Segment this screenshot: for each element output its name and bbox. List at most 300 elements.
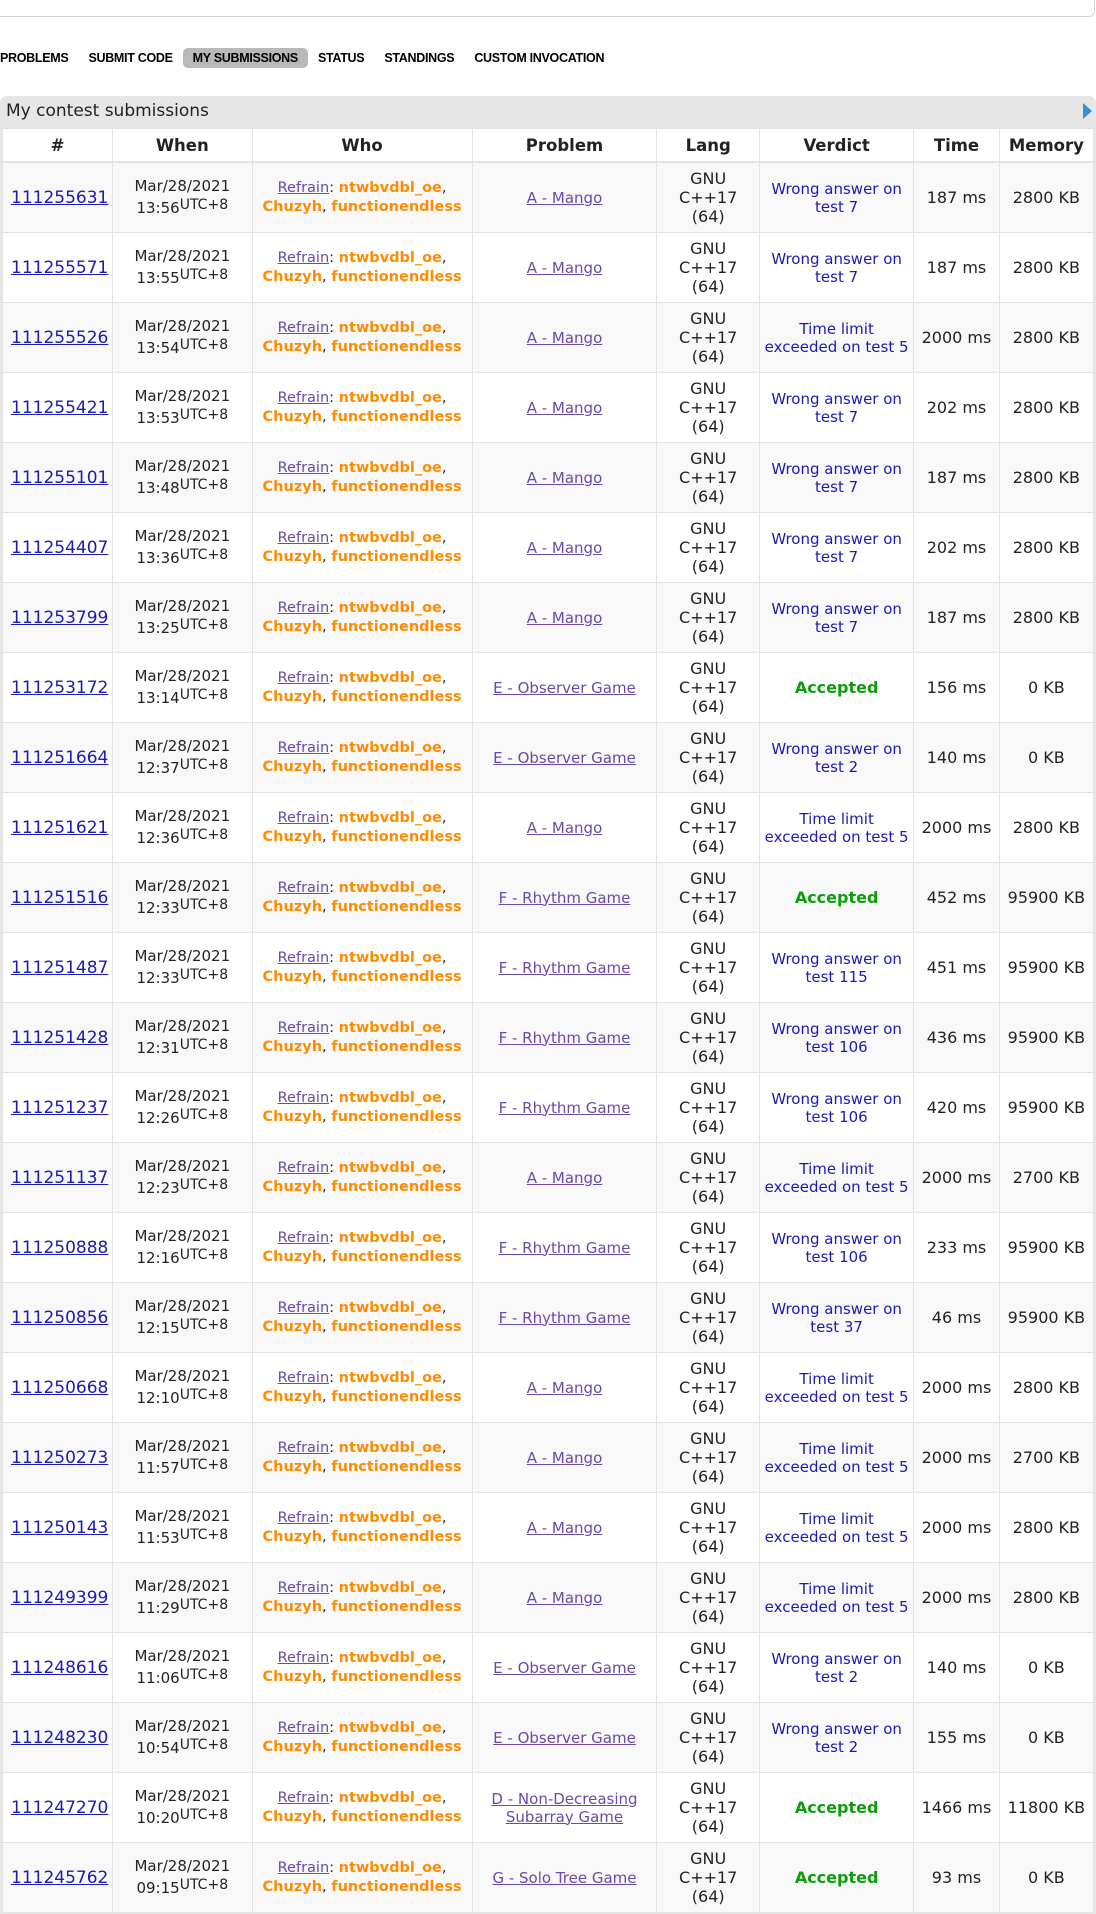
submission-id-cell (3, 233, 113, 303)
submission-id-cell (3, 1423, 113, 1493)
timezone-label: UTC+8 (179, 1527, 229, 1543)
submission-id-link[interactable]: 111251621 (11, 817, 109, 838)
language-cell (657, 443, 760, 513)
table-row (3, 1703, 1094, 1773)
submission-id-link[interactable]: 111250668 (11, 1377, 109, 1398)
member-link[interactable]: Chuzyh (262, 268, 323, 285)
timezone-label: UTC+8 (179, 1037, 229, 1053)
member-link[interactable]: Chuzyh (262, 1388, 323, 1405)
table-row (3, 443, 1094, 513)
member-link[interactable]: ntwbvdbl_oe (338, 1579, 442, 1596)
submission-id-link[interactable]: 111251516 (11, 887, 109, 908)
language-part: GNU (690, 1499, 727, 1518)
member-link[interactable]: functionendless (331, 898, 462, 915)
member-link[interactable]: Chuzyh (262, 1878, 323, 1895)
column-header: Time (914, 129, 1000, 163)
member-link[interactable]: Chuzyh (262, 1458, 323, 1475)
member-link[interactable]: functionendless (331, 1318, 462, 1335)
language-part: GNU (690, 1289, 727, 1308)
member-link[interactable]: ntwbvdbl_oe (338, 739, 442, 756)
member-link[interactable]: functionendless (331, 1738, 462, 1755)
submission-id-link[interactable]: 111251237 (11, 1097, 109, 1118)
problem-link[interactable]: A - Mango (526, 1518, 603, 1537)
member-link[interactable]: functionendless (331, 548, 462, 565)
submission-id-link[interactable]: 111249399 (11, 1587, 109, 1608)
problem-link[interactable]: A - Mango (526, 818, 603, 837)
member-link[interactable]: functionendless (331, 758, 462, 775)
language-part: GNU (690, 869, 727, 888)
submission-date: Mar/28/2021 (134, 1787, 231, 1805)
team-link[interactable]: Refrain (277, 949, 330, 966)
member-link[interactable]: Chuzyh (262, 1668, 323, 1685)
member-link[interactable]: Chuzyh (262, 828, 323, 845)
memory-cell: 95900 KB (999, 1213, 1093, 1283)
member-link[interactable]: functionendless (331, 198, 462, 215)
member-link[interactable]: Chuzyh (262, 1528, 323, 1545)
language-part: C++17 (679, 888, 738, 907)
submission-id-link[interactable]: 111254407 (11, 537, 109, 558)
member-link[interactable]: ntwbvdbl_oe (338, 949, 442, 966)
verdict-cell (760, 443, 914, 513)
submission-id-link[interactable]: 111251664 (11, 747, 109, 768)
memory-cell: 2800 KB (999, 1353, 1093, 1423)
team-link[interactable]: Refrain (277, 1299, 330, 1316)
member-link[interactable]: Chuzyh (262, 1318, 323, 1335)
member-link[interactable]: ntwbvdbl_oe (338, 179, 442, 196)
memory-cell: 2700 KB (999, 1143, 1093, 1213)
submission-clock: 11:29 (136, 1599, 180, 1617)
language-part: GNU (690, 169, 727, 188)
column-header: Verdict (760, 129, 914, 163)
member-link[interactable]: Chuzyh (262, 198, 323, 215)
verdict-text: Wrong answer on test 7 (771, 179, 902, 216)
member-link[interactable]: Chuzyh (262, 1248, 323, 1265)
member-link[interactable]: Chuzyh (262, 1598, 323, 1615)
verdict-cell (760, 1283, 914, 1353)
member-link[interactable]: functionendless (331, 828, 462, 845)
author-cell: Refrain: ntwbvdbl_oe, Chuzyh, functionendless (252, 443, 472, 513)
submission-id-link[interactable]: 111255421 (11, 397, 109, 418)
team-link[interactable]: Refrain (277, 1159, 330, 1176)
language-part: (64) (691, 1257, 725, 1276)
language-part: (64) (691, 277, 725, 296)
verdict-cell (760, 1843, 914, 1913)
table-row (3, 583, 1094, 653)
run-time-cell: 155 ms (914, 1703, 1000, 1773)
team-link[interactable]: Refrain (277, 1369, 330, 1386)
problem-link[interactable]: A - Mango (526, 1168, 603, 1187)
problem-link[interactable]: A - Mango (526, 608, 603, 627)
problem-cell (472, 793, 657, 863)
submission-time-cell (113, 723, 252, 793)
run-time-cell: 202 ms (914, 513, 1000, 583)
run-time-cell: 2000 ms (914, 303, 1000, 373)
panel-title: My contest submissions (6, 101, 209, 121)
problem-link[interactable]: F - Rhythm Game (498, 1238, 631, 1257)
member-link[interactable]: ntwbvdbl_oe (338, 1369, 442, 1386)
table-row (3, 793, 1094, 863)
timezone-label: UTC+8 (179, 1107, 229, 1123)
verdict-text: Time limit exceeded on test 5 (764, 1579, 909, 1616)
problem-cell (472, 1003, 657, 1073)
member-link[interactable]: ntwbvdbl_oe (338, 389, 442, 406)
author-cell: Refrain: ntwbvdbl_oe, Chuzyh, functionendless (252, 1423, 472, 1493)
member-link[interactable]: Chuzyh (262, 1108, 323, 1125)
language-part: C++17 (679, 1028, 738, 1047)
author-cell: Refrain: ntwbvdbl_oe, Chuzyh, functionendless (252, 303, 472, 373)
member-link[interactable]: Chuzyh (262, 338, 323, 355)
member-link[interactable]: ntwbvdbl_oe (338, 599, 442, 616)
verdict-text: Wrong answer on test 106 (771, 1019, 902, 1056)
team-link[interactable]: Refrain (277, 809, 330, 826)
member-link[interactable]: functionendless (331, 1248, 462, 1265)
submission-id-link[interactable]: 111251137 (11, 1167, 109, 1188)
problem-link[interactable]: A - Mango (526, 468, 603, 487)
language-part: GNU (690, 589, 727, 608)
problem-link[interactable]: F - Rhythm Game (498, 1308, 631, 1327)
language-part: GNU (690, 799, 727, 818)
team-link[interactable]: Refrain (277, 1019, 330, 1036)
submission-time-cell (113, 162, 252, 233)
member-link[interactable]: functionendless (331, 1108, 462, 1125)
language-part: (64) (691, 1397, 725, 1416)
submission-id-link[interactable]: 111250273 (11, 1447, 109, 1468)
team-link[interactable]: Refrain (277, 1579, 330, 1596)
team-link[interactable]: Refrain (277, 1789, 330, 1806)
menu-item-my-submissions[interactable]: MY SUBMISSIONS (183, 48, 308, 68)
member-link[interactable]: ntwbvdbl_oe (338, 879, 442, 896)
problem-cell (472, 303, 657, 373)
problem-link[interactable]: E - Observer Game (493, 1658, 636, 1677)
team-link[interactable]: Refrain (277, 319, 330, 336)
column-header: When (113, 129, 252, 163)
problem-link[interactable]: F - Rhythm Game (498, 958, 631, 977)
member-link[interactable]: functionendless (331, 338, 462, 355)
submission-date: Mar/28/2021 (134, 317, 231, 335)
menu-item-standings[interactable]: STANDINGS (384, 50, 455, 65)
member-link[interactable]: Chuzyh (262, 618, 323, 635)
run-time-cell: 156 ms (914, 653, 1000, 723)
team-link[interactable]: Refrain (277, 669, 330, 686)
member-link[interactable]: Chuzyh (262, 1738, 323, 1755)
verdict-cell (760, 162, 914, 233)
member-link[interactable]: ntwbvdbl_oe (338, 1439, 442, 1456)
member-link[interactable]: ntwbvdbl_oe (338, 319, 442, 336)
verdict-text: Time limit exceeded on test 5 (764, 809, 909, 846)
submission-time-cell (113, 1143, 252, 1213)
menu-item-problems[interactable]: PROBLEMS (0, 50, 69, 65)
submission-id-link[interactable]: 111253799 (11, 607, 109, 628)
verdict-cell (760, 1073, 914, 1143)
member-link[interactable]: ntwbvdbl_oe (338, 1859, 442, 1876)
member-link[interactable]: Chuzyh (262, 1038, 323, 1055)
member-link[interactable]: ntwbvdbl_oe (338, 669, 442, 686)
member-link[interactable]: ntwbvdbl_oe (338, 249, 442, 266)
language-part: C++17 (679, 678, 738, 697)
member-link[interactable]: Chuzyh (262, 478, 323, 495)
submission-date: Mar/28/2021 (134, 667, 231, 685)
member-link[interactable]: Chuzyh (262, 898, 323, 915)
submission-id-cell (3, 723, 113, 793)
member-link[interactable]: Chuzyh (262, 1808, 323, 1825)
language-part: (64) (691, 347, 725, 366)
submission-id-cell (3, 1843, 113, 1913)
member-link[interactable]: functionendless (331, 1528, 462, 1545)
verdict-text: Wrong answer on test 7 (771, 249, 902, 286)
verdict-text: Time limit exceeded on test 5 (764, 1439, 909, 1476)
member-link[interactable]: Chuzyh (262, 688, 323, 705)
member-link[interactable]: ntwbvdbl_oe (338, 1789, 442, 1806)
problem-cell (472, 162, 657, 233)
submission-clock: 12:33 (136, 899, 180, 917)
submission-id-cell (3, 863, 113, 933)
language-part: GNU (690, 1849, 727, 1868)
language-cell (657, 1003, 760, 1073)
verdict-cell (760, 303, 914, 373)
submission-date: Mar/28/2021 (134, 947, 231, 965)
run-time-cell: 2000 ms (914, 1563, 1000, 1633)
member-link[interactable]: functionendless (331, 618, 462, 635)
member-link[interactable]: functionendless (331, 688, 462, 705)
verdict-text: Wrong answer on test 2 (771, 1649, 902, 1686)
verdict-text: Wrong answer on test 7 (771, 459, 902, 496)
language-part: C++17 (679, 188, 738, 207)
submission-time-cell (113, 1003, 252, 1073)
submission-id-link[interactable]: 111247270 (11, 1797, 109, 1818)
timezone-label: UTC+8 (179, 1457, 229, 1473)
submission-clock: 11:57 (136, 1459, 180, 1477)
submission-clock: 09:15 (136, 1879, 180, 1897)
member-link[interactable]: ntwbvdbl_oe (338, 1299, 442, 1316)
team-link[interactable]: Refrain (277, 389, 330, 406)
submission-time-cell (113, 443, 252, 513)
author-cell: Refrain: ntwbvdbl_oe, Chuzyh, functionendless (252, 1773, 472, 1843)
language-part: C++17 (679, 1448, 738, 1467)
run-time-cell: 2000 ms (914, 1493, 1000, 1563)
member-link[interactable]: ntwbvdbl_oe (338, 1159, 442, 1176)
table-row (3, 303, 1094, 373)
member-link[interactable]: functionendless (331, 1388, 462, 1405)
problem-link[interactable]: E - Observer Game (493, 1728, 636, 1747)
column-header: # (3, 129, 113, 163)
member-link[interactable]: functionendless (331, 268, 462, 285)
submission-id-cell (3, 653, 113, 723)
submission-id-link[interactable]: 111250888 (11, 1237, 109, 1258)
language-cell (657, 793, 760, 863)
menu-item-submit-code[interactable]: SUBMIT CODE (88, 50, 173, 65)
team-link[interactable]: Refrain (277, 1649, 330, 1666)
submission-id-link[interactable]: 111251487 (11, 957, 109, 978)
verdict-cell (760, 1563, 914, 1633)
member-link[interactable]: functionendless (331, 1598, 462, 1615)
member-link[interactable]: functionendless (331, 408, 462, 425)
table-row (3, 1423, 1094, 1493)
problem-link[interactable]: D - Non-Decreasing Subarray Game (491, 1789, 638, 1826)
team-link[interactable]: Refrain (277, 459, 330, 476)
run-time-cell: 93 ms (914, 1843, 1000, 1913)
member-link[interactable]: functionendless (331, 1668, 462, 1685)
submission-clock: 12:23 (136, 1179, 180, 1197)
problem-link[interactable]: A - Mango (526, 1448, 603, 1467)
author-cell: Refrain: ntwbvdbl_oe, Chuzyh, functionendless (252, 863, 472, 933)
author-cell: Refrain: ntwbvdbl_oe, Chuzyh, functionendless (252, 1073, 472, 1143)
submission-id-link[interactable]: 111248616 (11, 1657, 109, 1678)
submission-date: Mar/28/2021 (134, 1857, 231, 1875)
team-link[interactable]: Refrain (277, 739, 330, 756)
play-arrow-icon[interactable] (1083, 103, 1092, 119)
language-part: GNU (690, 1079, 727, 1098)
timezone-label: UTC+8 (179, 687, 229, 703)
author-cell: Refrain: ntwbvdbl_oe, Chuzyh, functionendless (252, 1703, 472, 1773)
member-link[interactable]: functionendless (331, 1038, 462, 1055)
problem-link[interactable]: A - Mango (526, 1588, 603, 1607)
submission-date: Mar/28/2021 (134, 1647, 231, 1665)
memory-cell: 95900 KB (999, 1283, 1093, 1353)
language-part: (64) (691, 1117, 725, 1136)
team-link[interactable]: Refrain (277, 529, 330, 546)
run-time-cell: 140 ms (914, 723, 1000, 793)
memory-cell: 0 KB (999, 1843, 1093, 1913)
problem-link[interactable]: F - Rhythm Game (498, 888, 631, 907)
language-part: (64) (691, 1747, 725, 1766)
problem-cell (472, 513, 657, 583)
submission-clock: 10:54 (136, 1739, 180, 1757)
member-link[interactable]: functionendless (331, 1808, 462, 1825)
submission-id-link[interactable]: 111248230 (11, 1727, 109, 1748)
timezone-label: UTC+8 (179, 827, 229, 843)
submission-time-cell (113, 1353, 252, 1423)
verdict-cell (760, 1423, 914, 1493)
submission-id-link[interactable]: 111251428 (11, 1027, 109, 1048)
problem-cell (472, 1073, 657, 1143)
member-link[interactable]: functionendless (331, 478, 462, 495)
member-link[interactable]: ntwbvdbl_oe (338, 1649, 442, 1666)
menu-item-status[interactable]: STATUS (317, 50, 365, 65)
problem-link[interactable]: A - Mango (526, 328, 603, 347)
member-link[interactable]: Chuzyh (262, 408, 323, 425)
language-cell (657, 233, 760, 303)
language-part: (64) (691, 1607, 725, 1626)
team-link[interactable]: Refrain (277, 1089, 330, 1106)
language-part: (64) (691, 837, 725, 856)
language-cell (657, 1143, 760, 1213)
member-link[interactable]: ntwbvdbl_oe (338, 1019, 442, 1036)
problem-link[interactable]: A - Mango (526, 1378, 603, 1397)
member-link[interactable]: Chuzyh (262, 968, 323, 985)
submission-id-link[interactable]: 111250856 (11, 1307, 109, 1328)
timezone-label: UTC+8 (179, 1877, 229, 1893)
team-link[interactable]: Refrain (277, 1229, 330, 1246)
submission-id-cell (3, 793, 113, 863)
submission-id-link[interactable]: 111255571 (11, 257, 109, 278)
member-link[interactable]: ntwbvdbl_oe (338, 1229, 442, 1246)
member-link[interactable]: Chuzyh (262, 548, 323, 565)
submission-id-link[interactable]: 111255526 (11, 327, 109, 348)
language-part: (64) (691, 487, 725, 506)
problem-link[interactable]: A - Mango (526, 538, 603, 557)
team-link[interactable]: Refrain (277, 249, 330, 266)
language-part: GNU (690, 1359, 727, 1378)
verdict-text: Wrong answer on test 7 (771, 599, 902, 636)
verdict-cell (760, 793, 914, 863)
member-link[interactable]: ntwbvdbl_oe (338, 809, 442, 826)
author-cell: Refrain: ntwbvdbl_oe, Chuzyh, functionendless (252, 1493, 472, 1563)
submission-time-cell (113, 1633, 252, 1703)
submission-id-cell (3, 303, 113, 373)
member-link[interactable]: functionendless (331, 1178, 462, 1195)
language-part: GNU (690, 379, 727, 398)
verdict-text: Accepted (794, 678, 879, 697)
author-cell: Refrain: ntwbvdbl_oe, Chuzyh, functionendless (252, 723, 472, 793)
submission-clock: 12:33 (136, 969, 180, 987)
language-part: GNU (690, 1709, 727, 1728)
submission-id-cell (3, 373, 113, 443)
team-link[interactable]: Refrain (277, 1859, 330, 1876)
problem-link[interactable]: F - Rhythm Game (498, 1028, 631, 1047)
member-link[interactable]: Chuzyh (262, 758, 323, 775)
memory-cell: 2800 KB (999, 583, 1093, 653)
submission-id-link[interactable]: 111255101 (11, 467, 109, 488)
submission-id-link[interactable]: 111245762 (11, 1867, 109, 1888)
team-link[interactable]: Refrain (277, 1439, 330, 1456)
problem-link[interactable]: E - Observer Game (493, 678, 636, 697)
memory-cell: 0 KB (999, 653, 1093, 723)
submission-id-cell (3, 1633, 113, 1703)
run-time-cell: 202 ms (914, 373, 1000, 443)
problem-link[interactable]: E - Observer Game (493, 748, 636, 767)
member-link[interactable]: Chuzyh (262, 1178, 323, 1195)
submission-id-link[interactable]: 111253172 (11, 677, 109, 698)
problem-link[interactable]: A - Mango (526, 398, 603, 417)
member-link[interactable]: ntwbvdbl_oe (338, 1509, 442, 1526)
member-link[interactable]: ntwbvdbl_oe (338, 529, 442, 546)
timezone-label: UTC+8 (179, 1737, 229, 1753)
submission-time-cell (113, 1423, 252, 1493)
language-part: (64) (691, 627, 725, 646)
team-link[interactable]: Refrain (277, 179, 330, 196)
submission-date: Mar/28/2021 (134, 597, 231, 615)
member-link[interactable]: ntwbvdbl_oe (338, 459, 442, 476)
submission-date: Mar/28/2021 (134, 177, 231, 195)
submission-date: Mar/28/2021 (134, 737, 231, 755)
submission-id-link[interactable]: 111255631 (11, 187, 109, 208)
language-part: C++17 (679, 1658, 738, 1677)
problem-link[interactable]: G - Solo Tree Game (492, 1868, 637, 1887)
team-link[interactable]: Refrain (277, 599, 330, 616)
problem-cell (472, 233, 657, 303)
member-link[interactable]: ntwbvdbl_oe (338, 1089, 442, 1106)
language-part: GNU (690, 729, 727, 748)
team-link[interactable]: Refrain (277, 1719, 330, 1736)
team-link[interactable]: Refrain (277, 1509, 330, 1526)
submission-id-link[interactable]: 111250143 (11, 1517, 109, 1538)
team-link[interactable]: Refrain (277, 879, 330, 896)
problem-link[interactable]: A - Mango (526, 258, 603, 277)
verdict-cell (760, 1143, 914, 1213)
language-part: C++17 (679, 1798, 738, 1817)
problem-link[interactable]: F - Rhythm Game (498, 1098, 631, 1117)
verdict-text: Wrong answer on test 7 (771, 529, 902, 566)
submission-clock: 11:06 (136, 1669, 180, 1687)
member-link[interactable]: functionendless (331, 1458, 462, 1475)
member-link[interactable]: ntwbvdbl_oe (338, 1719, 442, 1736)
member-link[interactable]: functionendless (331, 968, 462, 985)
submission-date: Mar/28/2021 (134, 1017, 231, 1035)
problem-link[interactable]: A - Mango (526, 188, 603, 207)
run-time-cell: 187 ms (914, 162, 1000, 233)
member-link[interactable]: functionendless (331, 1878, 462, 1895)
menu-item-custom-invocation[interactable]: CUSTOM INVOCATION (474, 50, 605, 65)
